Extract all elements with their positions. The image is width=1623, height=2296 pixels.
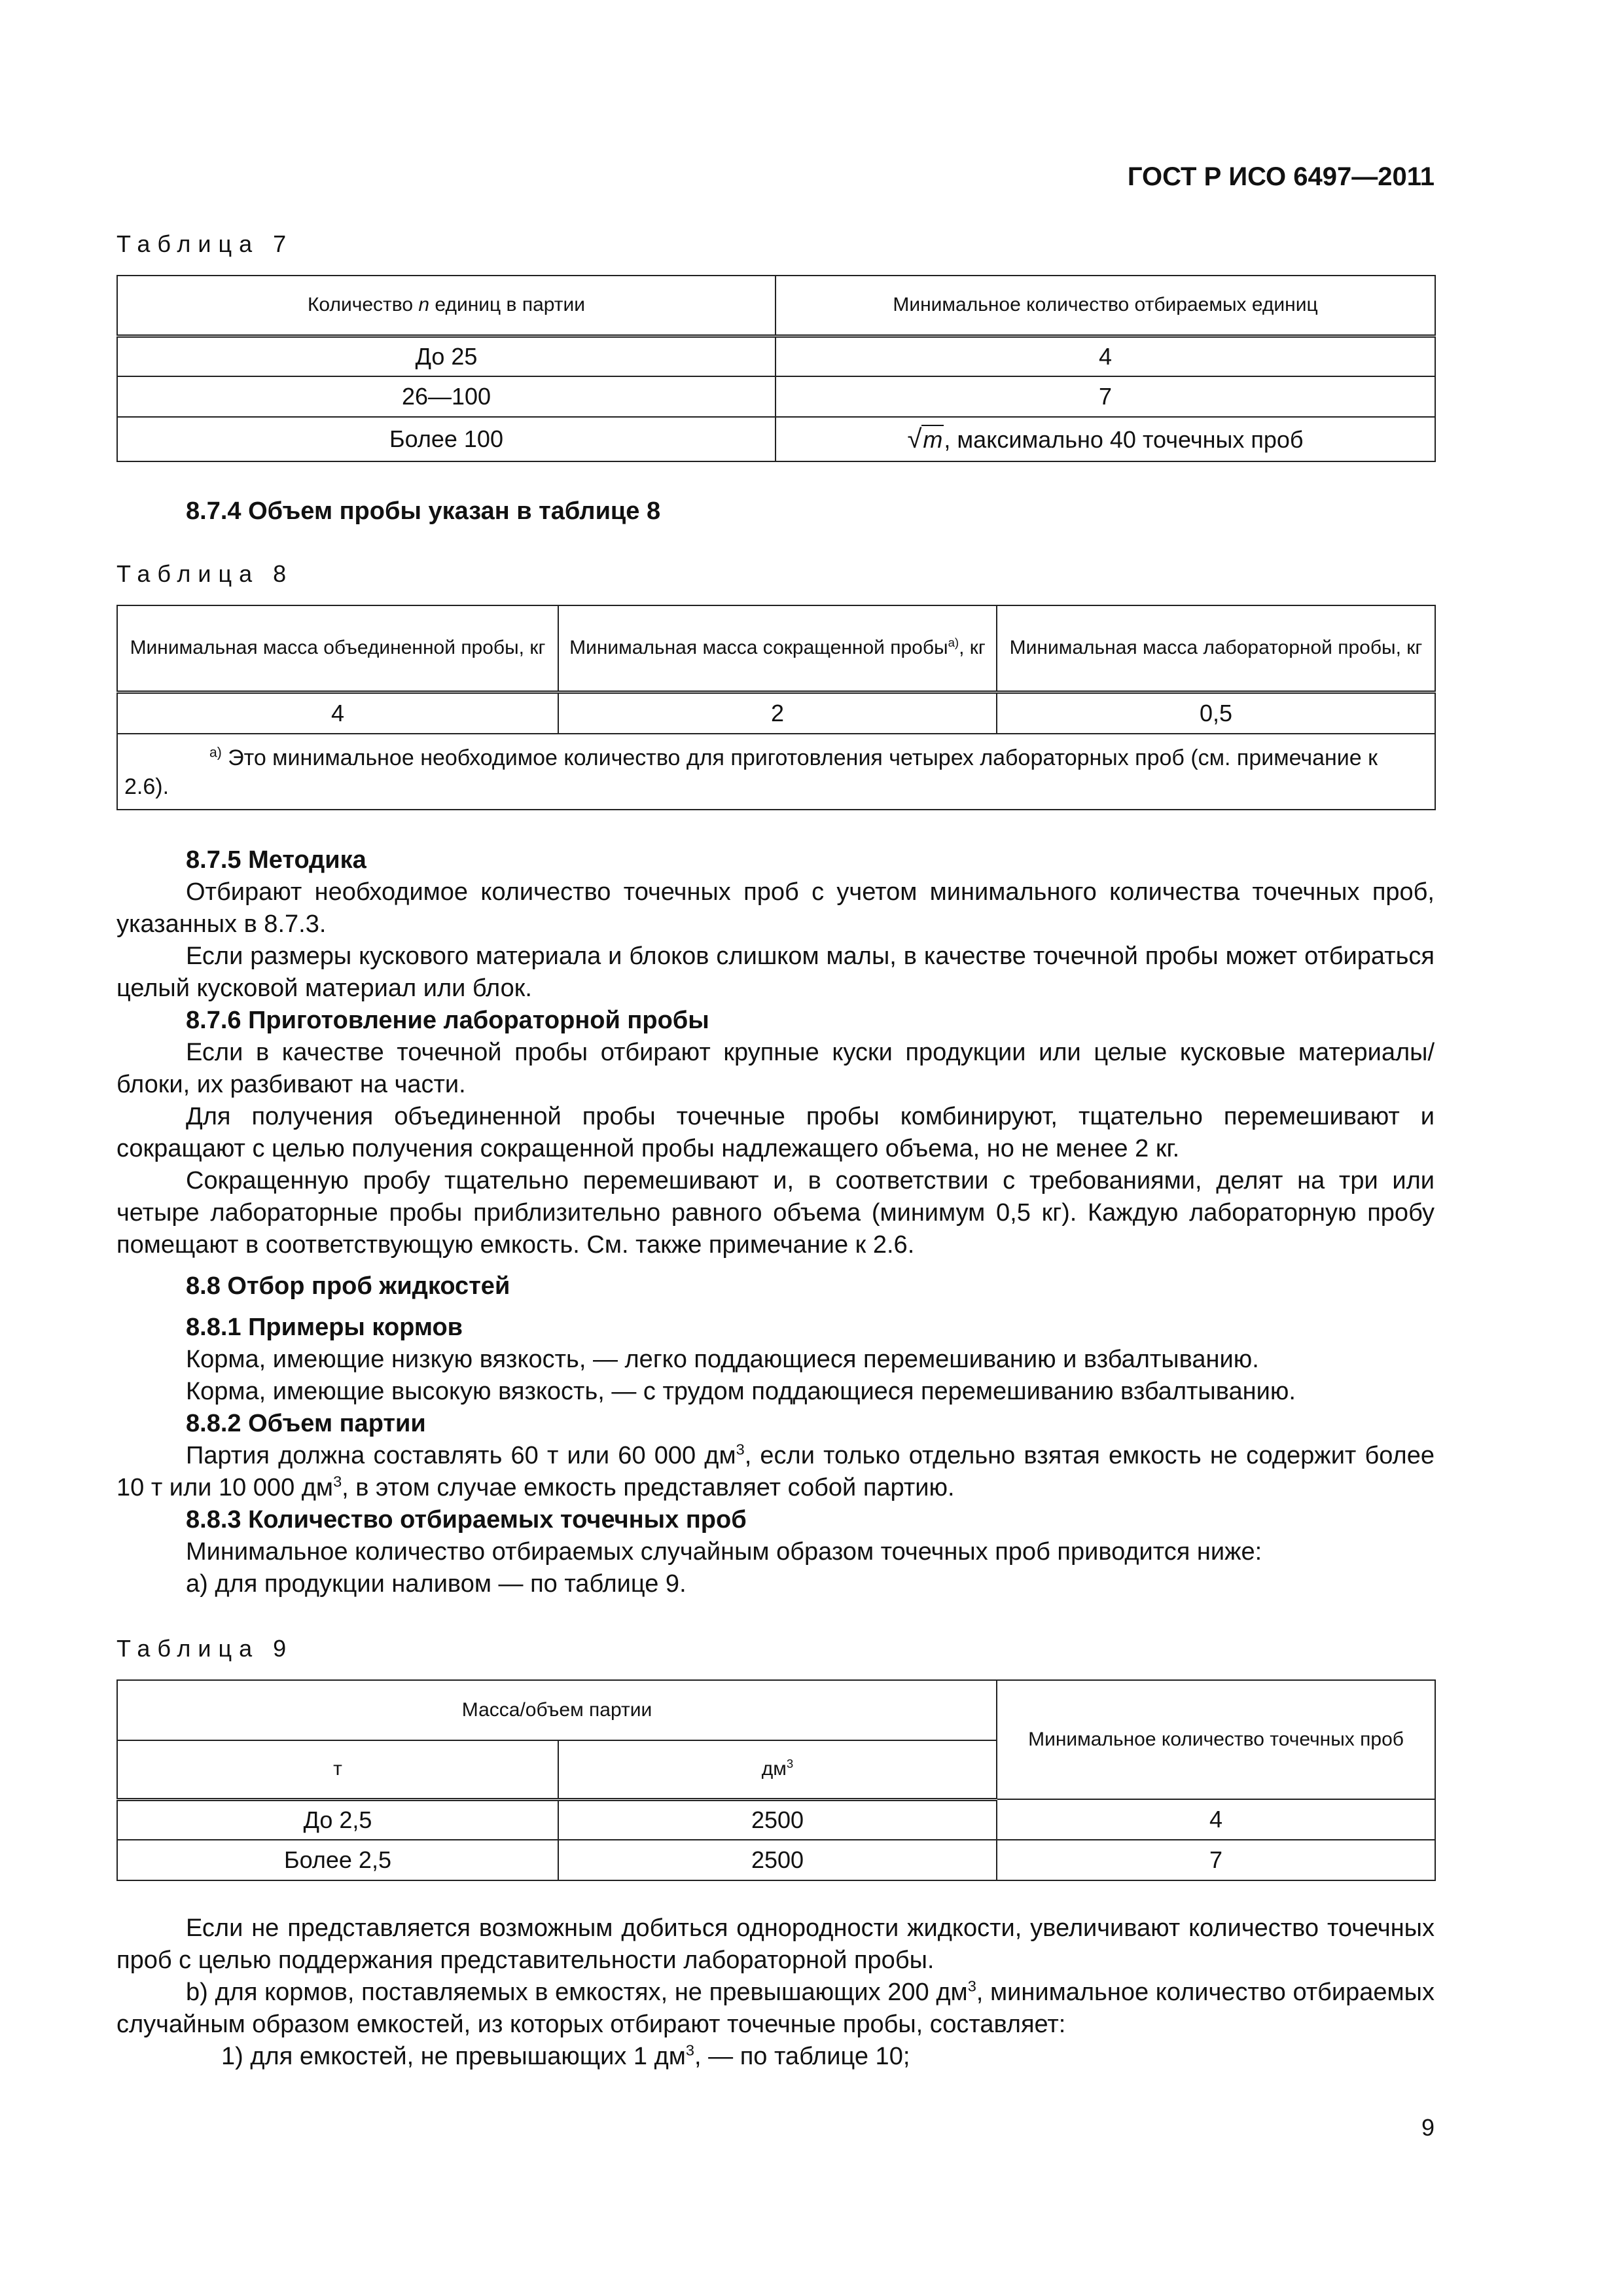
table8-col2-sup: а) bbox=[948, 636, 959, 650]
table-8 bbox=[116, 605, 1436, 810]
para-after-3 bbox=[116, 2041, 1435, 2073]
table9-sub1-header: т bbox=[117, 1740, 558, 1799]
sqrt-symbol: √m bbox=[907, 424, 943, 454]
table9-r2-c2: 2500 bbox=[558, 1840, 997, 1880]
para-after-3-part-a: 1) для емкостей, не превышающих 1 дм bbox=[221, 2043, 686, 2070]
table8-c1: 4 bbox=[117, 692, 558, 734]
heading-8-8-3: 8.8.3 Количество отбираемых точечных проб bbox=[186, 1506, 747, 1534]
section-8-7-4: 8.7.4 Объем пробы указан в таблице 8 bbox=[186, 497, 661, 525]
table7-r3-c2-text: , максимально 40 точечных проб bbox=[944, 425, 1304, 453]
para-after-2 bbox=[116, 1977, 1435, 2041]
table8-col2-header bbox=[558, 605, 997, 692]
table-9 bbox=[116, 1679, 1436, 1881]
table9-r1-c1: До 2,5 bbox=[117, 1799, 558, 1840]
table8-col2-post: , кг bbox=[959, 637, 986, 659]
table7-r1-c2: 4 bbox=[776, 336, 1435, 376]
table7-col1-pre: Количество bbox=[307, 294, 419, 316]
page-number: 9 bbox=[1421, 2114, 1435, 2141]
table9-r2-c1: Более 2,5 bbox=[117, 1840, 558, 1880]
para-8-7-6-1: Если в качестве точечной пробы отбирают крупные куски продукции или целые кусковые материалы/блоки, их разбивают на части. bbox=[116, 1039, 1435, 1098]
heading-8-8-1: 8.8.1 Примеры кормов bbox=[186, 1314, 463, 1341]
table9-r1-c3: 4 bbox=[997, 1799, 1435, 1840]
table7-col1-post: единиц в партии bbox=[429, 294, 586, 316]
para-8-8-2-part-b: , если только отдельно взятая емкость не содержит более 10 т или 10 000 дм bbox=[116, 1442, 1435, 1501]
para-8-8-1-2: Корма, имеющие высокую вязкость, — с трудом поддающиеся перемешиванию взбалтыванию. bbox=[186, 1378, 1296, 1405]
table8-col1-header: Минимальная масса объединенной пробы, кг bbox=[117, 605, 558, 692]
table9-group-header: Масса/объем партии bbox=[117, 1680, 997, 1740]
table8-c3: 0,5 bbox=[997, 692, 1435, 734]
footnote-mark: а) bbox=[209, 745, 222, 761]
para-8-7-5-1: Отбирают необходимое количество точечных проб с учетом минимального количества точечных проб, указанных в 8.7.3. bbox=[116, 878, 1435, 938]
para-after-1: Если не представляется возможным добиться однородности жидкости, увеличивают количество точечных проб с целью поддержания представительности лабораторной пробы. bbox=[116, 1914, 1435, 1974]
body-block-2 bbox=[116, 1912, 1435, 2073]
table7-col1-var: n bbox=[418, 294, 430, 316]
para-8-7-6-2: Для получения объединенной пробы точечные пробы комбинируют, тщательно перемешивают и сокращают с целью получения сокращенной пробы надлежащего объема, но не менее 2 кг. bbox=[116, 1103, 1435, 1162]
table9-caption: Таблица 9 bbox=[116, 1635, 294, 1662]
sup-3-a: 3 bbox=[736, 1441, 745, 1458]
table7-r1-c1: До 25 bbox=[117, 336, 776, 376]
table7-caption: Таблица 7 bbox=[116, 230, 294, 257]
table9-r2-c3: 7 bbox=[997, 1840, 1435, 1880]
table8-caption: Таблица 8 bbox=[116, 560, 294, 587]
para-8-7-5-2: Если размеры кускового материала и блоков слишком малы, в качестве точечной пробы может отбираться целый кусковой материал или блок. bbox=[116, 942, 1435, 1002]
para-8-8-1-1: Корма, имеющие низкую вязкость, — легко поддающиеся перемешиванию и взбалтыванию. bbox=[186, 1346, 1259, 1373]
standard-header: ГОСТ Р ИСО 6497—2011 bbox=[1127, 162, 1435, 191]
table7-col1-header bbox=[117, 276, 776, 336]
para-after-2-part-a: b) для кормов, поставляемых в емкостях, не превышающих 200 дм bbox=[186, 1979, 968, 2006]
table9-r1-c2: 2500 bbox=[558, 1799, 997, 1840]
body-block-1 bbox=[116, 844, 1435, 1600]
table8-footnote bbox=[117, 734, 1435, 810]
table8-c2: 2 bbox=[558, 692, 997, 734]
para-after-2-part-b: , минимальное количество отбираемых случайным образом емкостей, из которых отбирают точечные пробы, составляет: bbox=[116, 1979, 1435, 2038]
para-8-8-2-1 bbox=[116, 1440, 1435, 1504]
para-8-8-2-part-c: , в этом случае емкость представляет собой партию. bbox=[342, 1474, 955, 1501]
heading-8-7-6: 8.7.6 Приготовление лабораторной пробы bbox=[186, 1007, 709, 1034]
table-7 bbox=[116, 275, 1436, 462]
table7-r2-c2: 7 bbox=[776, 376, 1435, 417]
table9-sub2-text: дм bbox=[761, 1758, 787, 1780]
table9-sub2-header bbox=[558, 1740, 997, 1799]
para-8-8-2-part-a: Партия должна составлять 60 т или 60 000 дм bbox=[186, 1442, 736, 1469]
para-8-7-6-3: Сокращенную пробу тщательно перемешивают и, в соответствии с требованиями, делят на три или четыре лабораторные пробы приблизительно равного объема (минимум 0,5 кг). Каждую лабораторную пробу помещают в соответствующую емкость. См. также примечание к 2.6. bbox=[116, 1167, 1435, 1259]
table9-col3-header: Минимальное количество точечных проб bbox=[997, 1680, 1435, 1799]
sup-3-b: 3 bbox=[333, 1473, 342, 1490]
heading-8-8-2: 8.8.2 Объем партии bbox=[186, 1410, 426, 1437]
footnote-text: Это минимальное необходимое количество для приготовления четырех лабораторных проб (см. примечание к 2.6). bbox=[124, 745, 1378, 799]
para-8-8-3-1: Минимальное количество отбираемых случайным образом точечных проб приводится ниже: bbox=[186, 1538, 1262, 1566]
table9-sub2-sup: 3 bbox=[786, 1757, 794, 1771]
sup-3-c: 3 bbox=[967, 1977, 976, 1995]
para-8-8-3-2: а) для продукции наливом — по таблице 9. bbox=[186, 1570, 687, 1598]
table7-r3-c2 bbox=[776, 417, 1435, 461]
heading-8-8: 8.8 Отбор проб жидкостей bbox=[186, 1272, 510, 1300]
sqrt-radicand: m bbox=[923, 425, 943, 453]
heading-8-7-5: 8.7.5 Методика bbox=[186, 846, 366, 874]
sup-3-d: 3 bbox=[685, 2041, 695, 2059]
table7-col2-header: Минимальное количество отбираемых единиц bbox=[776, 276, 1435, 336]
table7-r2-c1: 26—100 bbox=[117, 376, 776, 417]
table7-r3-c1: Более 100 bbox=[117, 417, 776, 461]
table8-col3-header: Минимальная масса лабораторной пробы, кг bbox=[997, 605, 1435, 692]
table8-col2-pre: Минимальная масса сокращенной пробы bbox=[569, 637, 948, 659]
para-after-3-part-b: , — по таблице 10; bbox=[694, 2043, 910, 2070]
